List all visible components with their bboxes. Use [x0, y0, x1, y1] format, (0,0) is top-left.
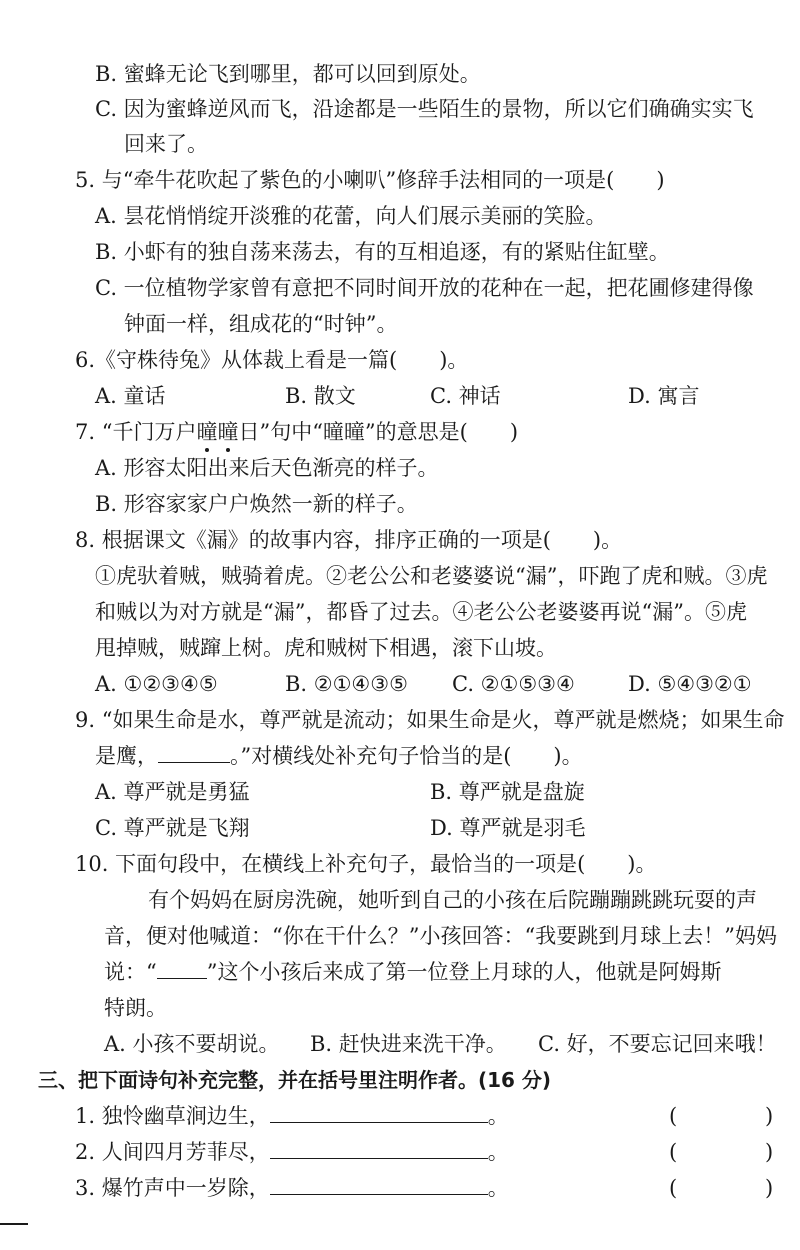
poem-item-2-author-open-paren: ( [669, 1140, 678, 1164]
q5-stem: 5. 与“牵牛花吹起了紫色的小喇叭”修辞手法相同的一项是( ) [75, 168, 665, 192]
q10-stem: 10. 下面句段中，在横线上补充句子，最恰当的一项是( )。 [75, 852, 657, 876]
q8-passage-line1: ①虎驮着贼，贼骑着虎。②老公公和老婆婆说“漏”，吓跑了虎和贼。③虎 [95, 564, 768, 588]
q6-option-c: C. 神话 [430, 384, 501, 408]
poem-item-2-blank[interactable] [270, 1140, 488, 1159]
poem-item-3-end: 。 [487, 1176, 509, 1200]
q7-stem-before: 7. “千门万户 [75, 420, 197, 444]
poem-item-2-text: 2. 人间四月芳菲尽， [75, 1140, 270, 1164]
poem-item-1-blank[interactable] [270, 1104, 488, 1123]
q6-stem: 6.《守株待兔》从体裁上看是一篇( )。 [75, 348, 469, 372]
poem-item-2-author-close-paren: ) [765, 1140, 774, 1164]
q9-option-a: A. 尊严就是勇猛 [95, 780, 250, 804]
q10-passage-line4: 特朗。 [104, 996, 167, 1020]
q4-option-b: B. 蜜蜂无论飞到哪里，都可以回到原处。 [95, 62, 481, 86]
poem-item-1-author-open-paren: ( [669, 1104, 678, 1128]
q8-passage-line3: 甩掉贼，贼蹿上树。虎和贼树下相遇，滚下山坡。 [95, 636, 557, 660]
q10-option-a: A. 小孩不要胡说。 [104, 1032, 280, 1056]
q5-option-c-line2: 钟面一样，组成花的“时钟”。 [124, 312, 398, 336]
q8-option-b: B. ②①④③⑤ [285, 672, 408, 696]
q8-passage-line2: 和贼以为对方就是“漏”，都昏了过去。④老公公老婆婆再说“漏”。⑤虎 [95, 600, 747, 624]
q9-option-c: C. 尊严就是飞翔 [95, 816, 250, 840]
poem-item-2-end: 。 [487, 1140, 509, 1164]
q4-option-c-line2: 回来了。 [124, 132, 208, 156]
poem-item-3 [75, 1176, 509, 1201]
q9-stem-line2 [95, 744, 583, 769]
q10-passage-line1: 有个妈妈在厨房洗碗，她听到自己的小孩在后院蹦蹦跳跳玩耍的声 [148, 888, 757, 912]
q5-option-c-line1: C. 一位植物学家曾有意把不同时间开放的花种在一起，把花圃修建得像 [95, 276, 754, 300]
q7-stem [75, 420, 518, 445]
q6-option-a: A. 童话 [95, 384, 166, 408]
q7-stem-after: 日”句中“曈曈”的意思是( ) [238, 420, 519, 444]
q8-option-d: D. ⑤④③②① [628, 672, 752, 696]
poem-item-1-end: 。 [487, 1104, 509, 1128]
q7-dotted-char-1: 曈 [196, 420, 218, 444]
q9-option-d: D. 尊严就是羽毛 [430, 816, 586, 840]
q7-option-b: B. 形容家家户户焕然一新的样子。 [95, 492, 418, 516]
poem-item-1 [75, 1104, 509, 1129]
q9-stem-before: 是鹰， [95, 744, 158, 768]
poem-item-3-text: 3. 爆竹声中一岁除， [75, 1176, 270, 1200]
q5-option-b: B. 小虾有的独自荡来荡去，有的互相追逐，有的紧贴住缸壁。 [95, 240, 670, 264]
q5-option-a: A. 昙花悄悄绽开淡雅的花蕾，向人们展示美丽的笑脸。 [95, 204, 607, 228]
q9-option-b: B. 尊严就是盘旋 [430, 780, 585, 804]
q8-option-c: C. ②①⑤③④ [452, 672, 575, 696]
q10-blank [157, 960, 207, 979]
q10-option-c: C. 好，不要忘记回来哦！ [538, 1032, 777, 1056]
q10-passage-line2: 音，便对他喊道：“你在干什么？”小孩回答：“我要跳到月球上去！”妈妈 [104, 924, 777, 948]
poem-item-3-blank[interactable] [270, 1176, 488, 1195]
q10-passage-line3 [104, 960, 721, 985]
q9-blank [158, 744, 230, 763]
q6-option-d: D. 寓言 [628, 384, 700, 408]
q9-stem-line1: 9. “如果生命是水，尊严就是流动；如果生命是火，尊严就是燃烧；如果生命 [75, 708, 785, 732]
poem-item-1-text: 1. 独怜幽草涧边生， [75, 1104, 270, 1128]
q7-dotted-char-2: 曈 [217, 420, 239, 444]
poem-item-2 [75, 1140, 509, 1165]
q8-stem: 8. 根据课文《漏》的故事内容，排序正确的一项是( )。 [75, 528, 623, 552]
q10-passage-before: 说：“ [104, 960, 157, 984]
q10-option-b: B. 赶快进来洗干净。 [310, 1032, 507, 1056]
q6-option-b: B. 散文 [285, 384, 356, 408]
section-3-title: 三、把下面诗句补充完整，并在括号里注明作者。(16 分) [38, 1068, 552, 1092]
q7-option-a: A. 形容太阳出来后天色渐亮的样子。 [95, 456, 439, 480]
page-edge-mark [0, 1223, 28, 1225]
poem-item-1-author-close-paren: ) [765, 1104, 774, 1128]
q8-option-a: A. ①②③④⑤ [95, 672, 218, 696]
q10-passage-after: ”这个小孩后来成了第一位登上月球的人，他就是阿姆斯 [206, 960, 722, 984]
q9-stem-after: 。”对横线处补充句子恰当的是( )。 [230, 744, 583, 768]
poem-item-3-author-close-paren: ) [765, 1176, 774, 1200]
poem-item-3-author-open-paren: ( [669, 1176, 678, 1200]
q4-option-c-line1: C. 因为蜜蜂逆风而飞，沿途都是一些陌生的景物，所以它们确确实实飞 [95, 97, 754, 121]
